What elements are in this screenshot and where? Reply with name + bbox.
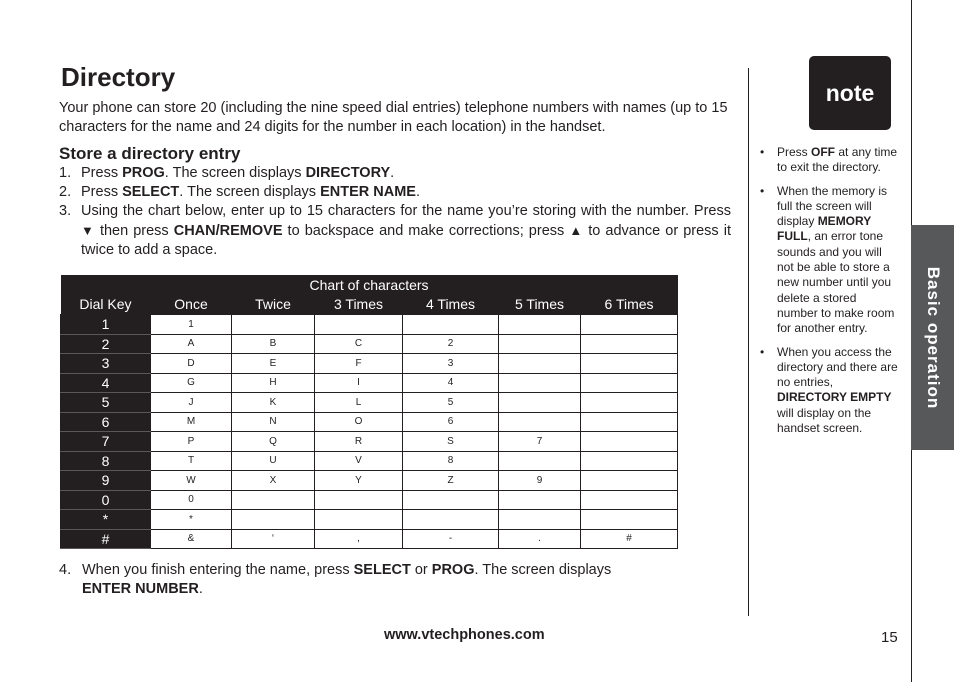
step-text: Using the chart below, enter up to 15 characters for the name you’re storing with the number. Press: [81, 203, 731, 219]
character-cell: -: [403, 529, 499, 549]
character-cell: 2: [403, 334, 499, 354]
step-number: 4.: [59, 562, 72, 578]
step-text: to advance or press it twice to add a space.: [81, 223, 731, 258]
step-1: [59, 164, 731, 183]
character-cell: #: [581, 529, 678, 549]
chart-row: [61, 529, 678, 549]
note-item: [760, 345, 900, 437]
step-2: [59, 183, 731, 202]
screen-text: ENTER NUMBER: [82, 581, 199, 597]
key-name: PROG: [122, 165, 165, 181]
step-4: [59, 561, 659, 599]
character-cell: J: [151, 393, 232, 413]
character-cell: Y: [315, 471, 403, 491]
chart-header-cell: Once: [151, 294, 232, 315]
dial-key-cell: 9: [61, 471, 151, 491]
character-cell: [581, 412, 678, 432]
character-cell: [232, 315, 315, 335]
chart-row: [61, 373, 678, 393]
character-cell: X: [232, 471, 315, 491]
chart-row: [61, 315, 678, 335]
character-cell: [315, 315, 403, 335]
character-cell: *: [151, 510, 232, 530]
bullet-icon: •: [760, 183, 765, 198]
chart-header-cell: 6 Times: [581, 294, 678, 315]
chart-row: [61, 432, 678, 452]
bullet-icon: •: [760, 344, 765, 359]
step-text: When you finish entering the name, press: [82, 562, 354, 578]
character-cell: 4: [403, 373, 499, 393]
character-cell: L: [315, 393, 403, 413]
note-text: Press: [777, 145, 812, 159]
character-cell: [581, 315, 678, 335]
step-text: .: [390, 165, 395, 181]
key-name: PROG: [431, 562, 475, 578]
character-cell: &: [151, 529, 232, 549]
character-cell: G: [151, 373, 232, 393]
character-cell: 8: [403, 451, 499, 471]
key-name: OFF: [811, 145, 836, 159]
character-cell: 0: [151, 490, 232, 510]
dial-key-cell: 8: [61, 451, 151, 471]
character-cell: ,: [315, 529, 403, 549]
note-item: [760, 145, 900, 176]
chart-header-cell: 4 Times: [403, 294, 499, 315]
character-cell: [499, 412, 581, 432]
steps-list: [59, 164, 731, 260]
character-cell: [499, 315, 581, 335]
dial-key-cell: 5: [61, 393, 151, 413]
character-cell: N: [232, 412, 315, 432]
key-name: CHAN/REMOVE: [173, 223, 283, 239]
bullet-icon: •: [760, 145, 765, 159]
character-cell: Q: [232, 432, 315, 452]
character-cell: [499, 510, 581, 530]
character-cell: 5: [403, 393, 499, 413]
key-name: SELECT: [353, 562, 411, 578]
step-text: Press: [81, 165, 123, 181]
chart-header-cell: 5 Times: [499, 294, 581, 315]
note-badge: note: [809, 56, 891, 130]
character-cell: [499, 451, 581, 471]
step-number: 1.: [59, 165, 72, 181]
down-arrow-icon: ▼: [81, 223, 95, 238]
character-cell: [232, 510, 315, 530]
character-chart: [60, 275, 678, 549]
chart-row: [61, 412, 678, 432]
note-text: , an error tone sounds and you will not be able to store a new number until you delete a stored number to make room for another entry.: [777, 229, 895, 336]
character-cell: B: [232, 334, 315, 354]
character-cell: S: [403, 432, 499, 452]
step-text: or: [410, 562, 432, 578]
character-cell: Z: [403, 471, 499, 491]
character-cell: M: [151, 412, 232, 432]
step-3: [59, 202, 731, 260]
dial-key-cell: 1: [61, 315, 151, 335]
chart-header-cell: Dial Key: [61, 294, 151, 315]
section-title: Store a directory entry: [59, 144, 241, 163]
character-cell: U: [232, 451, 315, 471]
note-text: When you access the directory and there are no entries,: [777, 344, 898, 390]
step-text: . The screen displays: [164, 165, 306, 181]
section-tab: [911, 225, 954, 450]
step-text: then press: [94, 223, 174, 239]
character-cell: 6: [403, 412, 499, 432]
character-cell: [581, 490, 678, 510]
character-cell: A: [151, 334, 232, 354]
dial-key-cell: 6: [61, 412, 151, 432]
character-cell: [581, 373, 678, 393]
character-cell: [499, 334, 581, 354]
character-cell: E: [232, 354, 315, 374]
note-text: When the memory is full the screen will display: [777, 183, 888, 229]
chart-row: [61, 393, 678, 413]
note-list: [760, 145, 900, 444]
chart-row: [61, 490, 678, 510]
step-text: Press: [81, 184, 123, 200]
character-cell: [581, 510, 678, 530]
key-name: SELECT: [122, 184, 180, 200]
character-cell: [403, 315, 499, 335]
dial-key-cell: 0: [61, 490, 151, 510]
page-title: Directory: [61, 62, 176, 92]
up-arrow-icon: ▲: [569, 223, 584, 238]
dial-key-cell: 4: [61, 373, 151, 393]
character-cell: C: [315, 334, 403, 354]
step-number: 2.: [59, 184, 72, 200]
character-cell: K: [232, 393, 315, 413]
chart-row: [61, 354, 678, 374]
step-number: 3.: [59, 203, 72, 219]
character-cell: W: [151, 471, 232, 491]
screen-text: DIRECTORY: [305, 165, 391, 181]
character-cell: [499, 490, 581, 510]
footer-url: www.vtechphones.com: [384, 627, 545, 643]
character-cell: ‘: [232, 529, 315, 549]
step-text: .: [415, 184, 420, 200]
chart-row: [61, 510, 678, 530]
character-cell: 9: [499, 471, 581, 491]
character-cell: [581, 432, 678, 452]
character-cell: [315, 510, 403, 530]
character-cell: F: [315, 354, 403, 374]
note-text: at any time to exit the directory.: [777, 145, 898, 175]
chart-row: [61, 451, 678, 471]
character-cell: 1: [151, 315, 232, 335]
character-cell: D: [151, 354, 232, 374]
dial-key-cell: 3: [61, 354, 151, 374]
character-cell: [403, 510, 499, 530]
character-cell: [581, 334, 678, 354]
screen-text: MEMORY FULL: [777, 214, 872, 244]
dial-key-cell: 2: [61, 334, 151, 354]
note-item: [760, 184, 900, 337]
chart-caption: Chart of characters: [61, 275, 678, 294]
chart-row: [61, 334, 678, 354]
section-tab-label: Basic operation: [923, 266, 943, 409]
character-cell: .: [499, 529, 581, 549]
step-text: to backspace and make corrections; press: [282, 223, 570, 239]
character-cell: [403, 490, 499, 510]
character-cell: [499, 393, 581, 413]
chart-row: [61, 471, 678, 491]
page-number: 15: [881, 629, 898, 646]
note-text: will display on the handset screen.: [777, 405, 872, 436]
step-text: . The screen displays: [474, 562, 612, 578]
character-cell: 7: [499, 432, 581, 452]
character-cell: P: [151, 432, 232, 452]
step-text: . The screen displays: [179, 184, 321, 200]
dial-key-cell: #: [61, 529, 151, 549]
character-cell: [581, 471, 678, 491]
character-cell: [315, 490, 403, 510]
character-cell: V: [315, 451, 403, 471]
character-cell: [581, 354, 678, 374]
screen-text: ENTER NAME: [320, 184, 416, 200]
dial-key-cell: 7: [61, 432, 151, 452]
column-divider: [748, 68, 749, 616]
chart-header-cell: Twice: [232, 294, 315, 315]
character-cell: [232, 490, 315, 510]
character-cell: I: [315, 373, 403, 393]
character-cell: H: [232, 373, 315, 393]
character-cell: O: [315, 412, 403, 432]
step-text: .: [198, 581, 203, 597]
character-cell: [499, 354, 581, 374]
screen-text: DIRECTORY EMPTY: [777, 390, 892, 405]
chart-header-cell: 3 Times: [315, 294, 403, 315]
dial-key-cell: *: [61, 510, 151, 530]
character-cell: 3: [403, 354, 499, 374]
intro-paragraph: Your phone can store 20 (including the nine speed dial entries) telephone numbers with names (up to 15 characters for the name and 24 digits for the number in each location) in the handset.: [59, 100, 728, 135]
character-cell: [581, 393, 678, 413]
character-cell: [581, 451, 678, 471]
character-cell: T: [151, 451, 232, 471]
character-cell: [499, 373, 581, 393]
character-cell: R: [315, 432, 403, 452]
